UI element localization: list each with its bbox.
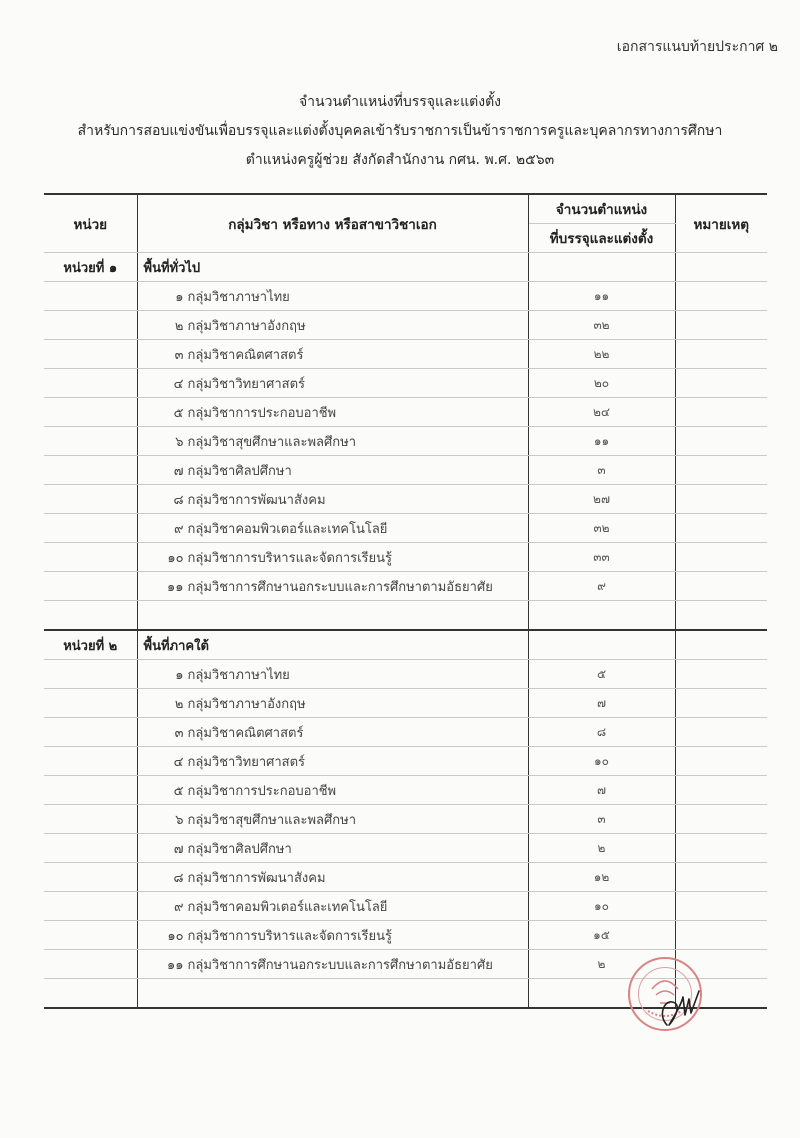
position-count: ๑๕ xyxy=(528,921,675,950)
remark-cell xyxy=(675,747,767,776)
remark-cell xyxy=(675,485,767,514)
position-count: ๓ xyxy=(528,456,675,485)
unit-label: หน่วยที่ ๑ xyxy=(44,253,137,282)
position-count: ๗ xyxy=(528,776,675,805)
col-header-unit: หน่วย xyxy=(44,194,137,253)
position-count: ๓ xyxy=(528,805,675,834)
subject-name: กลุ่มวิชาภาษาไทย xyxy=(187,289,290,305)
table-row: ๗ กลุ่มวิชาศิลปศึกษา ๒ xyxy=(44,834,767,863)
subject-name: กลุ่มวิชาการประกอบอาชีพ xyxy=(187,405,337,421)
position-count: ๑๐ xyxy=(528,892,675,921)
position-count: ๙ xyxy=(528,572,675,601)
col-header-remark: หมายเหตุ xyxy=(675,194,767,253)
table-row: ๑๑ กลุ่มวิชาการศึกษานอกระบบและการศึกษาตามอัธยาศัย ๙ xyxy=(44,572,767,601)
table-row: ๙ กลุ่มวิชาคอมพิวเตอร์และเทคโนโลยี ๓๒ xyxy=(44,514,767,543)
area-label: พื้นที่ภาคใต้ xyxy=(137,630,528,660)
remark-cell xyxy=(675,427,767,456)
remark-cell xyxy=(675,514,767,543)
position-count: ๑๐ xyxy=(528,747,675,776)
remark-cell xyxy=(675,689,767,718)
table-row: ๑๐ กลุ่มวิชาการบริหารและจัดการเรียนรู้ ๑๕ xyxy=(44,921,767,950)
section-unit-1 xyxy=(44,253,767,631)
section-header-row xyxy=(44,253,767,282)
position-count: ๕ xyxy=(528,660,675,689)
table-row: ๓ กลุ่มวิชาคณิตศาสตร์ ๒๒ xyxy=(44,340,767,369)
table-row: ๙ กลุ่มวิชาคอมพิวเตอร์และเทคโนโลยี ๑๐ xyxy=(44,892,767,921)
subject-name: กลุ่มวิชาการพัฒนาสังคม xyxy=(187,492,326,508)
position-count: ๓๓ xyxy=(528,543,675,572)
subject-name: กลุ่มวิชาคอมพิวเตอร์และเทคโนโลยี xyxy=(187,899,388,915)
subject-name: กลุ่มวิชาคณิตศาสตร์ xyxy=(187,725,304,741)
remark-cell xyxy=(675,805,767,834)
table-row: ๒ กลุ่มวิชาภาษาอังกฤษ ๗ xyxy=(44,689,767,718)
title-line-2: สำหรับการสอบแข่งขันเพื่อบรรจุและแต่งตั้งบุคคลเข้ารับราชการเป็นข้าราชการครูและบุคลากรทางการศึกษา xyxy=(77,123,723,139)
remark-cell xyxy=(675,630,767,660)
subject-name: กลุ่มวิชาการพัฒนาสังคม xyxy=(187,870,326,886)
remark-cell xyxy=(675,834,767,863)
remark-cell xyxy=(675,369,767,398)
position-count: ๑๒ xyxy=(528,863,675,892)
table-row: ๖ กลุ่มวิชาสุขศึกษาและพลศึกษา ๑๑ xyxy=(44,427,767,456)
remark-cell xyxy=(675,398,767,427)
section-unit-2 xyxy=(44,630,767,1008)
subject-name: กลุ่มวิชาการบริหารและจัดการเรียนรู้ xyxy=(187,928,393,944)
table-row: ๔ กลุ่มวิชาวิทยาศาสตร์ ๑๐ xyxy=(44,747,767,776)
area-label: พื้นที่ทั่วไป xyxy=(137,253,528,282)
position-count: ๒๔ xyxy=(528,398,675,427)
table-row: ๔ กลุ่มวิชาวิทยาศาสตร์ ๒๐ xyxy=(44,369,767,398)
subject-name: กลุ่มวิชาภาษาไทย xyxy=(187,667,290,683)
remark-cell xyxy=(675,892,767,921)
table-row: ๘ กลุ่มวิชาการพัฒนาสังคม ๒๗ xyxy=(44,485,767,514)
remark-cell xyxy=(675,253,767,282)
position-count: ๒๐ xyxy=(528,369,675,398)
table-row: ๓ กลุ่มวิชาคณิตศาสตร์ ๘ xyxy=(44,718,767,747)
table-row: ๖ กลุ่มวิชาสุขศึกษาและพลศึกษา ๓ xyxy=(44,805,767,834)
subject-name: กลุ่มวิชาคอมพิวเตอร์และเทคโนโลยี xyxy=(187,521,388,537)
position-count: ๒๒ xyxy=(528,340,675,369)
position-count: ๗ xyxy=(528,689,675,718)
remark-cell xyxy=(675,282,767,311)
subject-name: กลุ่มวิชาวิทยาศาสตร์ xyxy=(187,754,306,770)
document-title xyxy=(0,88,800,175)
table-row: ๒ กลุ่มวิชาภาษาอังกฤษ ๓๒ xyxy=(44,311,767,340)
spacer-row xyxy=(44,601,767,631)
subject-name: กลุ่มวิชาการประกอบอาชีพ xyxy=(187,783,337,799)
remark-cell xyxy=(675,863,767,892)
subject-name: กลุ่มวิชาสุขศึกษาและพลศึกษา xyxy=(187,434,356,450)
col-header-count-line1: จำนวนตำแหน่ง xyxy=(528,194,675,224)
signature-icon xyxy=(655,985,705,1035)
remark-cell xyxy=(675,660,767,689)
section-header-row xyxy=(44,630,767,660)
position-count: ๘ xyxy=(528,718,675,747)
remark-cell xyxy=(675,456,767,485)
subject-name: กลุ่มวิชาสุขศึกษาและพลศึกษา xyxy=(187,812,356,828)
subject-name: กลุ่มวิชาการบริหารและจัดการเรียนรู้ xyxy=(187,550,393,566)
attachment-label: เอกสารแนบท้ายประกาศ ๒ xyxy=(616,39,778,55)
remark-cell xyxy=(675,572,767,601)
col-header-count-line2: ที่บรรจุและแต่งตั้ง xyxy=(528,224,675,253)
position-count: ๒ xyxy=(528,950,675,979)
col-header-subject: กลุ่มวิชา หรือทาง หรือสาขาวิชาเอก xyxy=(137,194,528,253)
remark-cell xyxy=(675,543,767,572)
position-count: ๓๒ xyxy=(528,311,675,340)
remark-cell xyxy=(675,718,767,747)
remark-cell xyxy=(675,921,767,950)
position-count: ๓๒ xyxy=(528,514,675,543)
table-row: ๗ กลุ่มวิชาศิลปศึกษา ๓ xyxy=(44,456,767,485)
subject-name: กลุ่มวิชาคณิตศาสตร์ xyxy=(187,347,304,363)
position-count: ๒๗ xyxy=(528,485,675,514)
remark-cell xyxy=(675,776,767,805)
unit-label: หน่วยที่ ๒ xyxy=(44,630,137,660)
remark-cell xyxy=(675,311,767,340)
subject-name: กลุ่มวิชาศิลปศึกษา xyxy=(187,463,292,479)
subject-name: กลุ่มวิชาวิทยาศาสตร์ xyxy=(187,376,306,392)
title-line-1: จำนวนตำแหน่งที่บรรจุและแต่งตั้ง xyxy=(298,94,502,110)
table-row: ๑ กลุ่มวิชาภาษาไทย ๑๑ xyxy=(44,282,767,311)
subject-name: กลุ่มวิชาภาษาอังกฤษ xyxy=(187,318,306,334)
subject-name: กลุ่มวิชาการศึกษานอกระบบและการศึกษาตามอัธยาศัย xyxy=(187,579,493,595)
position-count: ๑๑ xyxy=(528,427,675,456)
subject-name: กลุ่มวิชาภาษาอังกฤษ xyxy=(187,696,306,712)
count-cell xyxy=(528,630,675,660)
positions-table xyxy=(44,193,767,1009)
position-count: ๑๑ xyxy=(528,282,675,311)
position-count: ๒ xyxy=(528,834,675,863)
table-row: ๑๐ กลุ่มวิชาการบริหารและจัดการเรียนรู้ ๓๓ xyxy=(44,543,767,572)
subject-name: กลุ่มวิชาศิลปศึกษา xyxy=(187,841,292,857)
remark-cell xyxy=(675,340,767,369)
subject-name: กลุ่มวิชาการศึกษานอกระบบและการศึกษาตามอัธยาศัย xyxy=(187,957,493,973)
count-cell xyxy=(528,253,675,282)
table-row: ๑๑ กลุ่มวิชาการศึกษานอกระบบและการศึกษาตามอัธยาศัย ๒ xyxy=(44,950,767,979)
table-row: ๘ กลุ่มวิชาการพัฒนาสังคม ๑๒ xyxy=(44,863,767,892)
table-row: ๕ กลุ่มวิชาการประกอบอาชีพ ๗ xyxy=(44,776,767,805)
table-row: ๕ กลุ่มวิชาการประกอบอาชีพ ๒๔ xyxy=(44,398,767,427)
title-line-3: ตำแหน่งครูผู้ช่วย สังกัดสำนักงาน กศน. พ.ศ. ๒๕๖๓ xyxy=(245,152,555,168)
table-row: ๑ กลุ่มวิชาภาษาไทย ๕ xyxy=(44,660,767,689)
